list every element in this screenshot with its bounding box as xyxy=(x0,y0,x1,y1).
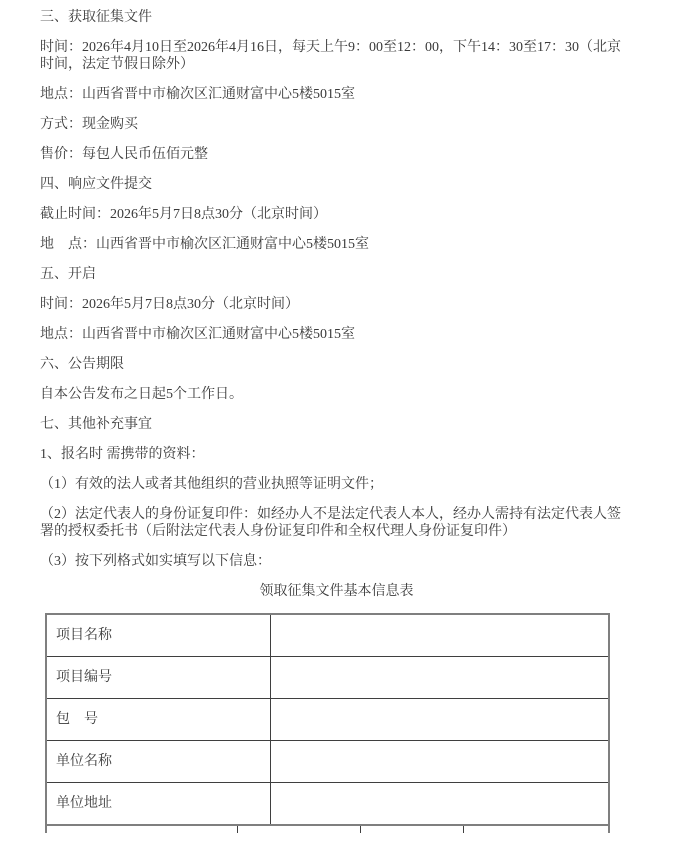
row-value-package-number xyxy=(271,699,610,741)
partial-cell xyxy=(361,826,464,833)
table-partial-next-row xyxy=(45,826,610,833)
row-value-project-number xyxy=(271,657,610,699)
para-submit-deadline: 截止时间：2026年5月7日8点30分（北京时间） xyxy=(40,207,327,222)
row-value-project-name xyxy=(271,614,610,657)
row-label-unit-address: 单位地址 xyxy=(46,783,271,826)
row-label-project-name: 项目名称 xyxy=(46,614,271,657)
info-table-container xyxy=(0,613,675,833)
para-doc-price: 售价：每包人民币伍佰元整 xyxy=(40,147,208,162)
partial-cell xyxy=(238,826,361,833)
table-row-unit-name xyxy=(46,741,609,783)
para-open-time: 时间：2026年5月7日8点30分（北京时间） xyxy=(40,297,299,312)
para-doc-location: 地点：山西省晋中市榆次区汇通财富中心5楼5015室 xyxy=(40,87,355,102)
section-heading-7: 七、其他补充事宜 xyxy=(40,417,152,432)
section-heading-5: 五、开启 xyxy=(40,267,96,282)
info-table-title: 领取征集文件基本信息表 xyxy=(259,584,414,599)
para-doc-time: 时间：2026年4月10日至2026年4月16日，每天上午9：00至12：00，下午14：30至17：30（北京时间，法定节假日除外） xyxy=(40,40,621,72)
para-supplement-item-2: （2）法定代表人的身份证复印件：如经办人不是法定代表人本人，经办人需持有法定代表人签署的授权委托书（后附法定代表人身份证复印件和全权代理人身份证复印件） xyxy=(40,507,621,539)
section-heading-4: 四、响应文件提交 xyxy=(40,177,152,192)
row-value-unit-address xyxy=(271,783,610,826)
table-row-project-number xyxy=(46,657,609,699)
para-open-location: 地点：山西省晋中市榆次区汇通财富中心5楼5015室 xyxy=(40,327,355,342)
partial-cell xyxy=(47,826,238,833)
table-row-unit-address xyxy=(46,783,609,826)
table-row-project-name xyxy=(46,614,609,657)
row-label-package-number: 包 号 xyxy=(46,699,271,741)
para-supplement-item-3: （3）按下列格式如实填写以下信息： xyxy=(40,554,271,569)
para-doc-method: 方式：现金购买 xyxy=(40,117,138,132)
para-announcement-period: 自本公告发布之日起5个工作日。 xyxy=(40,387,243,402)
row-value-unit-name xyxy=(271,741,610,783)
para-supplement-item-1: （1）有效的法人或者其他组织的营业执照等证明文件； xyxy=(40,477,383,492)
section-heading-3: 三、获取征集文件 xyxy=(40,10,152,25)
para-submit-location: 地 点：山西省晋中市榆次区汇通财富中心5楼5015室 xyxy=(40,237,369,252)
partial-cell xyxy=(464,826,608,833)
para-materials-intro: 1、报名时 需携带的资料： xyxy=(40,447,205,462)
table-row-package-number xyxy=(46,699,609,741)
section-heading-6: 六、公告期限 xyxy=(40,357,124,372)
row-label-unit-name: 单位名称 xyxy=(46,741,271,783)
basic-info-table xyxy=(45,613,610,826)
row-label-project-number: 项目编号 xyxy=(46,657,271,699)
